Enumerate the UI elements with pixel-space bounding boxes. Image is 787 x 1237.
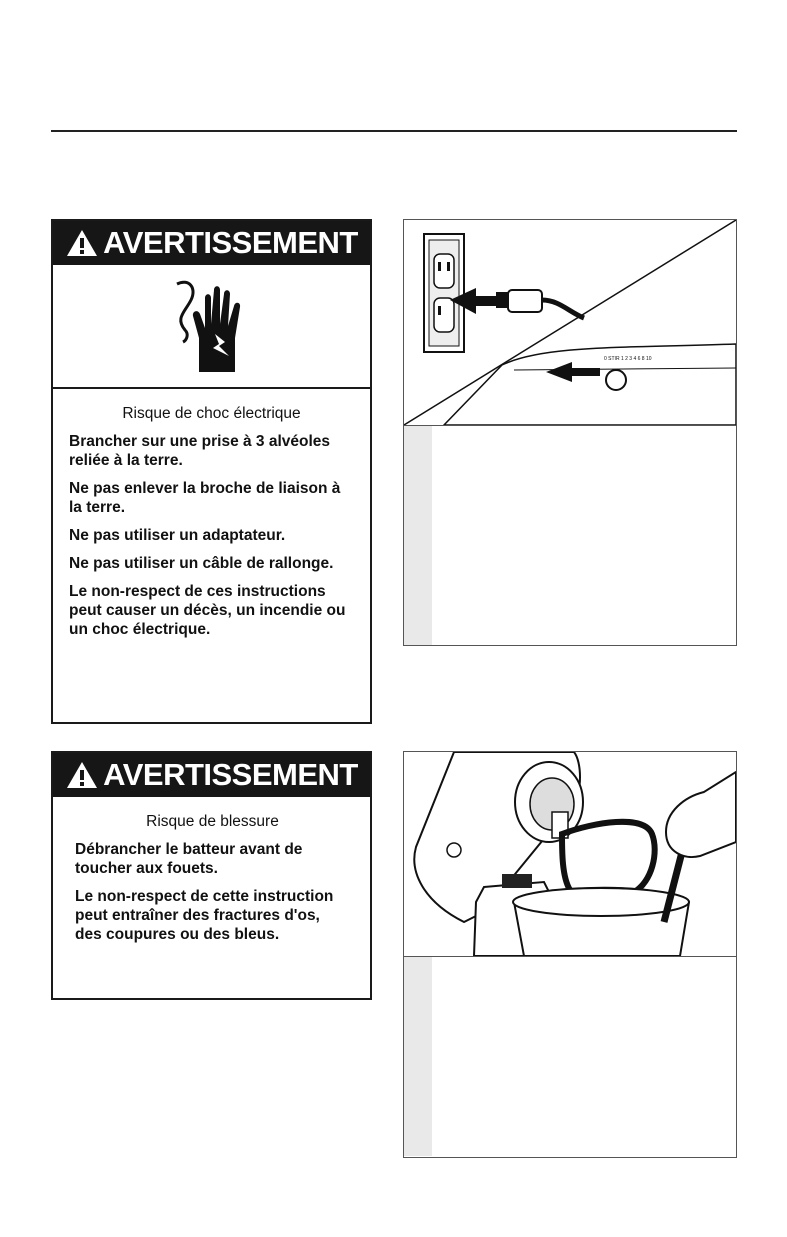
mixer-beater-step-panel: [403, 751, 737, 1158]
warning-line: Le non-respect de ces instructions peut causer un décès, un incendie ou un choc électrique.: [69, 583, 346, 638]
plug-in-illustration: [404, 220, 736, 426]
warning-header-label: AVERTISSEMENT: [103, 757, 358, 792]
top-rule: [51, 130, 737, 132]
warning-line: Le non-respect de cette instruction peut entraîner des fractures d'os, des coupures ou des bleus.: [75, 888, 334, 943]
warning-header: [53, 221, 370, 265]
step-text-area: [404, 957, 736, 1156]
warning-header-label: AVERTISSEMENT: [103, 225, 358, 260]
step-number-stripe: [404, 957, 432, 1156]
speed-dial-labels: 0 STIR 1 2 3 4 6 8 10: [604, 356, 652, 362]
injury-warning-box: [51, 751, 372, 1000]
warning-line: Brancher sur une prise à 3 alvéoles reliée à la terre.: [69, 433, 331, 469]
warning-line: Ne pas utiliser un câble de rallonge.: [69, 555, 334, 572]
flat-beater-icon: [552, 812, 655, 899]
plug-in-step-panel: [403, 219, 737, 646]
electric-shock-hand-icon: [167, 276, 257, 376]
mixing-bowl-icon: [513, 888, 689, 956]
warning-line: Ne pas enlever la broche de liaison à la terre.: [69, 480, 341, 516]
wall-outlet-icon: [424, 234, 464, 352]
warning-line: Ne pas utiliser un adaptateur.: [69, 527, 286, 544]
mixer-base-icon: [444, 344, 736, 425]
warning-header: [53, 753, 370, 797]
mixer-beater-illustration: [404, 752, 736, 957]
warning-triangle-icon: [65, 228, 99, 258]
electric-shock-warning-box: [51, 219, 372, 724]
warning-triangle-icon: [65, 760, 99, 790]
shock-hazard-icon-area: [53, 265, 370, 389]
power-plug-icon: [450, 288, 584, 318]
warning-line: Débrancher le batteur avant de toucher aux fouets.: [75, 841, 303, 877]
warning-title: Risque de choc électrique: [122, 405, 301, 422]
step-number-stripe: [404, 426, 432, 645]
step-text-area: [404, 426, 736, 645]
warning-title: Risque de blessure: [146, 813, 279, 830]
